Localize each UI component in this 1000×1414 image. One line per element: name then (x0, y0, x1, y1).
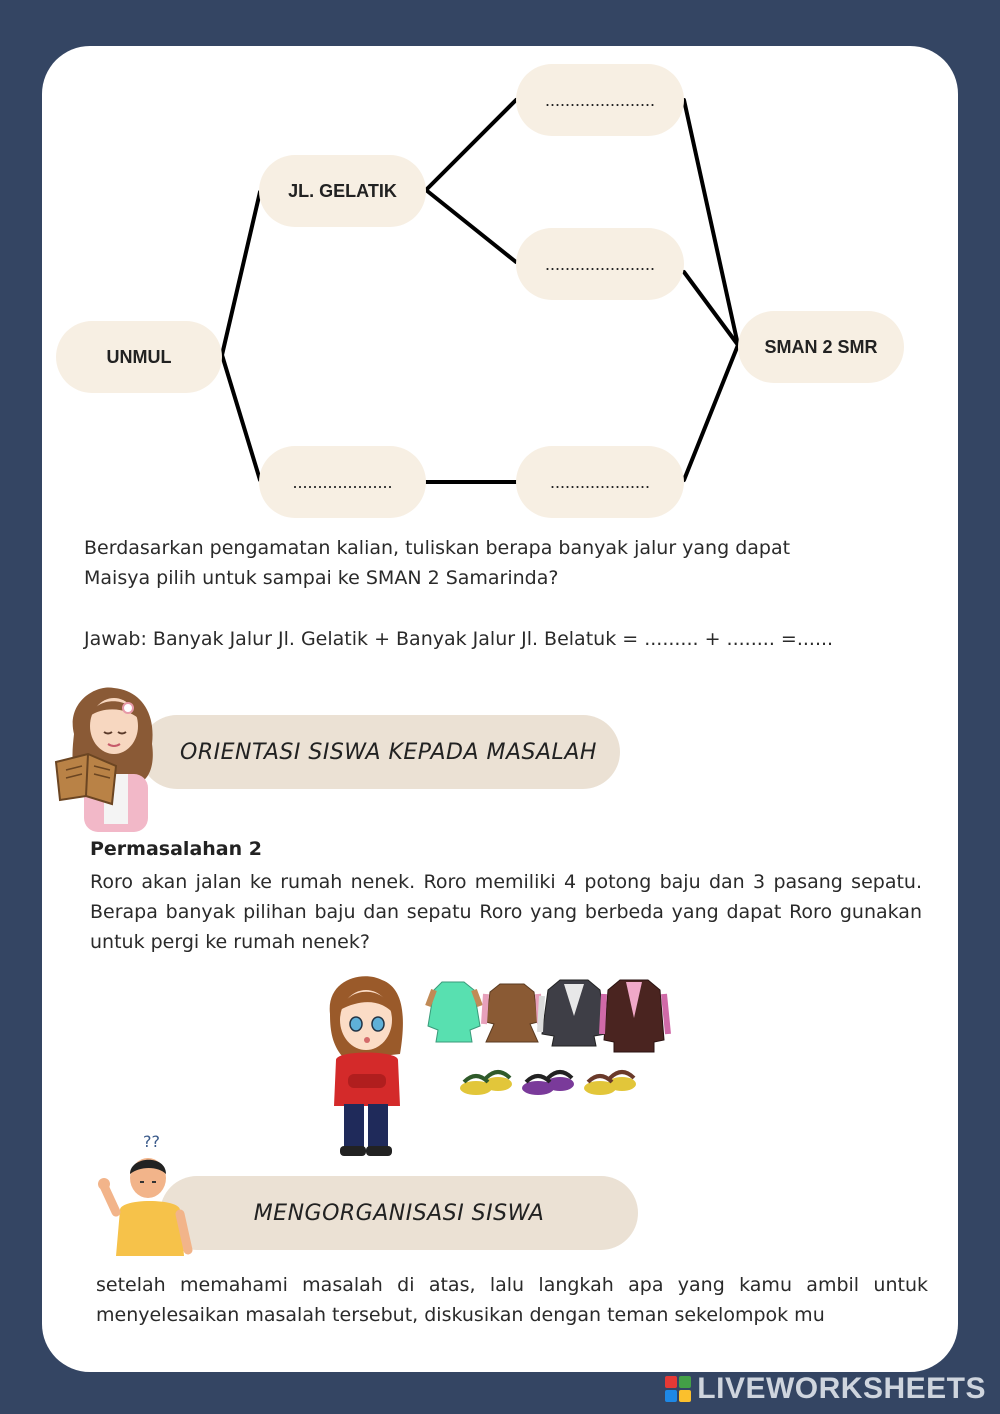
node-unmul: UNMUL (56, 321, 222, 393)
node-blank-bottom2[interactable]: .................... (516, 446, 684, 518)
instruction-text: setelah memahami masalah di atas, lalu langkah apa yang kamu ambil untuk menyelesaikan masalah tersebut, diskusikan dengan teman sekelompok mu (96, 1274, 928, 1326)
node-jl-gelatik: JL. GELATIK (259, 155, 426, 227)
roro-girl-illustration (322, 974, 408, 1158)
dress-brown-icon (486, 984, 538, 1042)
girl-reading-illustration (52, 682, 172, 832)
liveworksheets-grid-icon (665, 1376, 691, 1402)
edge-unmul-gelatik (222, 192, 260, 355)
section-banner-mengorganisasi: MENGORGANISASI SISWA (160, 1176, 638, 1250)
edge-unmul-bottom (222, 355, 260, 480)
node-blank-top1[interactable]: ...................... (516, 64, 684, 136)
question-marks: ?? (143, 1132, 160, 1151)
question-1-answer: Jawab: Banyak Jalur Jl. Gelatik + Banyak Jalur Jl. Belatuk = ......... + ........ =...... (84, 628, 834, 650)
problem-2-text: Roro akan jalan ke rumah nenek. Roro memiliki 4 potong baju dan 3 pasang sepatu. Berapa banyak pilihan baju dan sepatu Roro yang berbeda yang dapat Roro gunakan untuk pergi ke rumah nenek? (90, 871, 922, 953)
problem-2-title: Permasalahan 2 (90, 838, 262, 860)
question-1-text: Berdasarkan pengamatan kalian, tuliskan berapa banyak jalur yang dapat Maisya pilih untuk sampai ke SMAN 2 Samarinda? (84, 537, 791, 589)
shoes-icon (460, 1072, 636, 1095)
edge-gelatik-top1 (426, 100, 516, 190)
node-blank-bottom1[interactable]: .................... (259, 446, 426, 518)
edge-gelatik-top2 (426, 190, 516, 262)
section-banner-orientasi: ORIENTASI SISWA KEPADA MASALAH (140, 715, 620, 789)
node-sman2: SMAN 2 SMR (738, 311, 904, 383)
node-blank-top2[interactable]: ...................... (516, 228, 684, 300)
edge-bottom2-sman (684, 345, 738, 480)
liveworksheets-logo[interactable]: LIVEWORKSHEETS (665, 1372, 986, 1406)
confused-boy-illustration (96, 1152, 196, 1264)
route-diagram (0, 0, 1000, 540)
clothes-and-shoes-illustration (424, 976, 674, 1108)
